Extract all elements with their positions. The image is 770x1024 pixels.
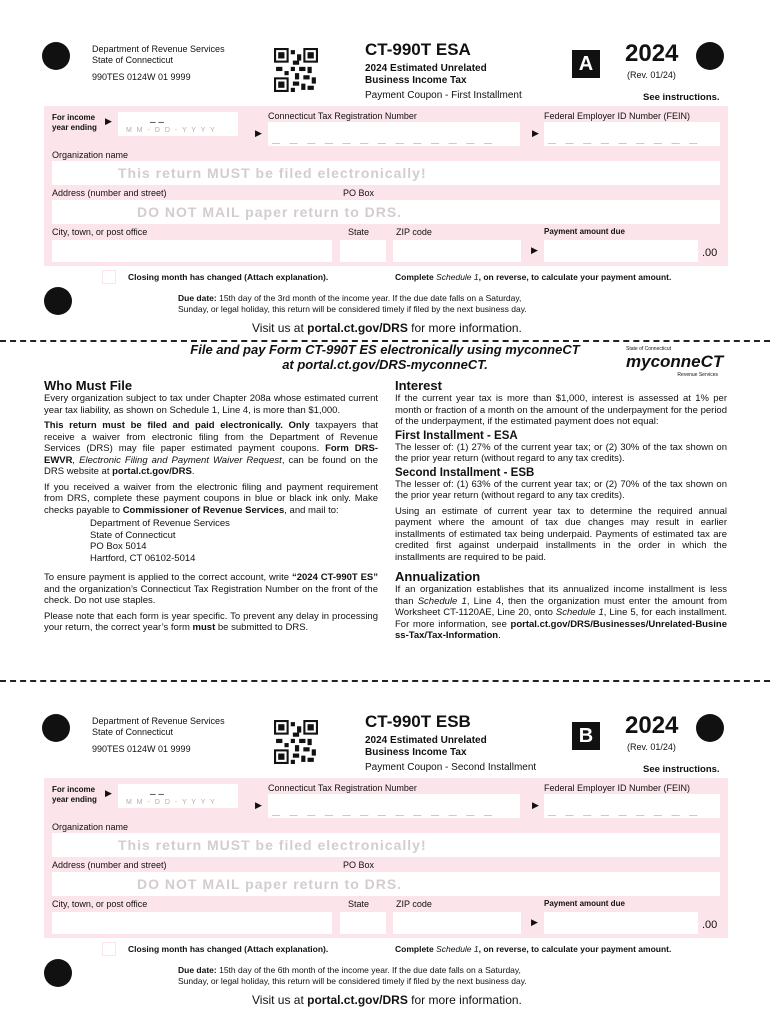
who-paragraph-1: Every organization subject to tax under Chapter 208a whose estimated current year tax liability, as shown on Schedule 1, Line 4, is more than $1,000. xyxy=(44,393,378,416)
addr-line4: Hartford, CT 06102-5014 xyxy=(90,552,196,564)
state-field[interactable] xyxy=(340,240,386,262)
second-installment-paragraph: The lesser of: (1) 63% of the current year tax; or (2) 70% of the tax shown on the prior year return (without regard to any tax credits). xyxy=(395,478,727,501)
address-label: Address (number and street) xyxy=(52,188,167,198)
ct-reg-label: Connecticut Tax Registration Number xyxy=(268,111,417,121)
annual-s1: Schedule 1 xyxy=(417,595,467,607)
due-date-text xyxy=(178,293,527,315)
addr-line1: Department of Revenue Services xyxy=(90,518,230,529)
agency-state: State of Connecticut xyxy=(92,55,174,65)
visit-suffix: for more information. xyxy=(407,993,522,1007)
watermark-efile: This return MUST be filed electronically! xyxy=(118,837,427,853)
first-installment-heading: First Installment - ESA xyxy=(395,429,518,442)
income-year-label-line1: For income xyxy=(52,785,96,794)
who-p3-text: If you received a waiver from the electronic filing and payment requirement from DRS, complete these payment coupons in blue or black ink only. Make checks payable to xyxy=(44,481,378,516)
income-year-ending-field[interactable] xyxy=(118,784,238,808)
cents-label: .00 xyxy=(702,919,718,931)
closing-month-checkbox[interactable] xyxy=(102,270,116,284)
ct-reg-label: Connecticut Tax Registration Number xyxy=(268,783,417,793)
watermark-efile: This return MUST be filed electronically! xyxy=(118,165,427,181)
city-field[interactable] xyxy=(52,240,332,262)
interest-paragraph: If the current year tax is more than $1,000, interest is assessed at 1% per month or fraction of a month on the amount of the underpayment for the period of the underpayment, if the estimated payment does not equal: xyxy=(395,393,727,427)
who-must-file-column xyxy=(44,378,378,634)
arrow-right-icon: ▶ xyxy=(105,116,112,126)
estimate-paragraph: Using an estimate of current year tax to determine the required annual payment where the amount of tax due changes may result in earlier installments of estimated tax being underpaid. Payments of estimated tax are credited first against underpaid installments in the order in which the installments are required to be paid. xyxy=(395,505,727,563)
income-year-label-line2: year ending xyxy=(52,123,97,132)
agency-name: Department of Revenue Services xyxy=(92,44,225,54)
due-date-line1: 15th day of the 6th month of the income year. If the due date falls on a Saturday, xyxy=(216,965,521,975)
coupon-first-installment xyxy=(0,0,770,335)
annual-link[interactable]: portal.ct.gov/DRS/Businesses/Unrelated-Business-Tax/Tax-Information xyxy=(395,618,727,641)
who-p4-text: To ensure payment is applied to the correct account, write xyxy=(44,572,292,583)
who-p2-bold: This return must be filed and paid electronically. Only xyxy=(44,420,310,431)
fein-field[interactable]: _ _ _ _ _ _ _ _ _ xyxy=(544,794,720,818)
income-year-label-line2: year ending xyxy=(52,795,97,804)
form-title: CT-990T ESB xyxy=(365,712,471,731)
closing-month-label: Closing month has changed (Attach explanation). xyxy=(128,272,329,282)
form-code: 990TES 0124W 01 9999 xyxy=(92,72,191,82)
state-label: State xyxy=(348,899,370,909)
cents-label: .00 xyxy=(702,247,718,259)
agency-block xyxy=(92,44,225,66)
who-p3-end: , and mail to: xyxy=(284,504,339,516)
logo-caption: Revenue Services xyxy=(677,372,718,378)
date-separators: – – xyxy=(150,117,164,128)
visit-prefix: Visit us at xyxy=(252,321,308,335)
date-format-hint: M M - D D - Y Y Y Y xyxy=(126,127,217,134)
arrow-right-icon: ▶ xyxy=(105,788,112,798)
see-instructions: See instructions. xyxy=(643,92,720,103)
arrow-right-icon: ▶ xyxy=(531,245,538,255)
state-label: State xyxy=(348,227,370,237)
arrow-right-icon: ▶ xyxy=(532,128,539,138)
installment-label: Payment Coupon - First Installment xyxy=(365,90,522,101)
visit-prefix: Visit us at xyxy=(252,993,308,1007)
myconnect-logo xyxy=(626,346,730,378)
who-paragraph-2: This return must be filed and paid electronically. Only taxpayers that receive a waiver from electronic filing from the Department of Revenue Services (DRS) may file paper estimated payment coupons. Form DRS-EWVR, Electronic Filing and Payment Waiver Request, can be found on the DRS website at portal.ct.gov/DRS. xyxy=(44,420,378,477)
see-instructions: See instructions. xyxy=(643,764,720,775)
logo-text: myconneCT xyxy=(626,352,724,371)
annual-p3: , Line 5, for each installment. For more information, see xyxy=(395,607,727,630)
efile-headline-line2: at portal.ct.gov/DRS-myconneCT. xyxy=(282,357,488,372)
complete-suffix: , on reverse, to calculate your payment amount. xyxy=(478,272,672,282)
zip-field[interactable] xyxy=(393,912,521,934)
arrow-right-icon: ▶ xyxy=(255,800,262,810)
coupon-letter: B xyxy=(572,722,600,750)
interest-column xyxy=(395,378,727,642)
complete-schedule: Schedule 1 xyxy=(436,272,479,282)
agency-name: Department of Revenue Services xyxy=(92,716,225,726)
registration-mark xyxy=(44,287,72,315)
visit-suffix: for more information. xyxy=(407,321,522,335)
who-p2-italic: , Electronic Filing and Payment Waiver Request xyxy=(72,454,282,466)
coupon-letter: A xyxy=(572,50,600,78)
complete-prefix: Complete xyxy=(395,944,437,954)
arrow-right-icon: ▶ xyxy=(255,128,262,138)
revision-date: (Rev. 01/24) xyxy=(627,742,676,752)
mailing-address xyxy=(90,518,378,564)
annualization-paragraph xyxy=(395,584,727,642)
complete-suffix: , on reverse, to calculate your payment amount. xyxy=(478,944,672,954)
due-date-bold: Due date: xyxy=(178,293,217,303)
po-box-label: PO Box xyxy=(343,188,375,198)
city-label: City, town, or post office xyxy=(52,227,148,237)
coupon-second-installment xyxy=(0,672,770,1007)
qr-code-icon xyxy=(274,720,318,764)
efile-headline-line1: File and pay Form CT-990T ES electronically using myconneCT xyxy=(190,342,580,357)
city-field[interactable] xyxy=(52,912,332,934)
agency-state: State of Connecticut xyxy=(92,727,174,737)
who-paragraph-5 xyxy=(44,611,378,634)
registration-mark xyxy=(44,959,72,987)
addr-line3: PO Box 5014 xyxy=(90,541,147,552)
who-must-file-heading: Who Must File xyxy=(44,378,133,393)
revision-date: (Rev. 01/24) xyxy=(627,70,676,80)
annual-s2: Schedule 1 xyxy=(555,607,604,618)
registration-mark xyxy=(696,42,724,70)
complete-prefix: Complete xyxy=(395,272,437,282)
qr-code-icon xyxy=(274,48,318,92)
due-date-text xyxy=(178,965,527,987)
org-name-label: Organization name xyxy=(52,822,129,832)
po-box-label: PO Box xyxy=(343,860,375,870)
subtitle-line1: 2024 Estimated Unrelated xyxy=(365,63,487,74)
interest-heading: Interest xyxy=(395,378,442,393)
who-p2-form: Form DRS-EWVR xyxy=(44,443,378,466)
date-format-hint: M M - D D - Y Y Y Y xyxy=(126,799,217,806)
complete-schedule: Schedule 1 xyxy=(436,944,479,954)
closing-month-label: Closing month has changed (Attach explanation). xyxy=(128,944,329,954)
zip-field[interactable] xyxy=(393,240,521,262)
watermark-do-not-mail: DO NOT MAIL paper return to DRS. xyxy=(137,876,403,892)
form-subtitle xyxy=(365,63,487,87)
form-subtitle xyxy=(365,735,487,759)
installment-label: Payment Coupon - Second Installment xyxy=(365,762,537,773)
city-label: City, town, or post office xyxy=(52,899,148,909)
due-date-line2: Sunday, or legal holiday, this return will be considered timely if filed by the next business day. xyxy=(178,976,527,986)
state-field[interactable] xyxy=(340,912,386,934)
due-date-line2: Sunday, or legal holiday, this return will be considered timely if filed by the next business day. xyxy=(178,304,527,314)
annual-p2: , Line 4, then the organization must enter the amount from Worksheet CT-1120AE, Line 20, onto xyxy=(395,595,727,618)
who-p5-bold: must xyxy=(192,622,216,633)
who-p2-end: , can be found on the DRS website at xyxy=(44,454,378,477)
subtitle-line1: 2024 Estimated Unrelated xyxy=(365,735,487,746)
subtitle-line2: Business Income Tax xyxy=(365,747,467,758)
org-name-label: Organization name xyxy=(52,150,129,160)
tax-year: 2024 xyxy=(625,40,679,67)
ct-reg-number-field[interactable]: _ _ _ _ _ _ _ _ _ _ _ _ _ xyxy=(268,122,520,146)
who-p5-end: be submitted to DRS. xyxy=(215,622,309,633)
complete-schedule-note xyxy=(395,272,671,282)
who-p5-text: Please note that each form is year specific. To prevent any delay in processing your return, the correct year’s form xyxy=(44,610,378,633)
annual-p1: If an organization establishes that its annualized income installment is less than xyxy=(395,584,727,607)
zip-label: ZIP code xyxy=(396,227,432,237)
income-year-label xyxy=(52,113,97,133)
income-year-ending-field[interactable] xyxy=(118,112,238,136)
zip-label: ZIP code xyxy=(396,899,432,909)
watermark-do-not-mail: DO NOT MAIL paper return to DRS. xyxy=(137,204,403,220)
fein-label: Federal Employer ID Number (FEIN) xyxy=(544,783,691,793)
who-paragraph-4 xyxy=(44,572,378,607)
visit-link[interactable]: portal.ct.gov/DRS xyxy=(307,321,408,335)
ct-reg-number-field[interactable]: _ _ _ _ _ _ _ _ _ _ _ _ _ xyxy=(268,794,520,818)
who-p4-end: and the organization’s Connecticut Tax Registration Number on the front of the check. Do not use staples. xyxy=(44,583,378,606)
payment-label: Payment amount due xyxy=(544,227,625,236)
tax-year: 2024 xyxy=(625,712,679,739)
address-label: Address (number and street) xyxy=(52,860,167,870)
subtitle-line2: Business Income Tax xyxy=(365,75,467,86)
arrow-right-icon: ▶ xyxy=(532,800,539,810)
annual-end: . xyxy=(498,630,501,641)
closing-month-checkbox[interactable] xyxy=(102,942,116,956)
payment-amount-field[interactable] xyxy=(544,240,698,262)
due-date-bold: Due date: xyxy=(178,965,217,975)
form-title: CT-990T ESA xyxy=(365,40,471,59)
who-p3-bold: Commissioner of Revenue Services xyxy=(122,504,285,516)
registration-mark xyxy=(696,714,724,742)
complete-schedule-note xyxy=(395,944,671,954)
date-separators: – – xyxy=(150,789,164,800)
visit-text xyxy=(252,993,522,1007)
due-date-line1: 15th day of the 3rd month of the income year. If the due date falls on a Saturday, xyxy=(216,293,522,303)
payment-amount-field[interactable] xyxy=(544,912,698,934)
who-p2-link[interactable]: portal.ct.gov/DRS xyxy=(112,466,192,477)
visit-text xyxy=(252,321,522,335)
registration-mark xyxy=(42,714,70,742)
instructions-section xyxy=(0,340,770,670)
addr-line2: State of Connecticut xyxy=(90,529,176,541)
form-code: 990TES 0124W 01 9999 xyxy=(92,744,191,754)
income-year-label xyxy=(52,785,97,805)
visit-link[interactable]: portal.ct.gov/DRS xyxy=(307,993,408,1007)
who-p4-bold: “2024 CT-990T ES” xyxy=(291,572,378,583)
efile-headline xyxy=(150,342,620,372)
agency-block xyxy=(92,716,225,738)
fein-field[interactable]: _ _ _ _ _ _ _ _ _ xyxy=(544,122,720,146)
arrow-right-icon: ▶ xyxy=(531,917,538,927)
income-year-label-line1: For income xyxy=(52,113,96,122)
who-p2-text: taxpayers that receive a waiver from electronic filing from the Department of Revenue Services (DRS) may file paper estimated payment coupons. xyxy=(44,420,378,454)
fein-label: Federal Employer ID Number (FEIN) xyxy=(544,111,691,121)
who-paragraph-3 xyxy=(44,482,378,517)
registration-mark xyxy=(42,42,70,70)
first-installment-paragraph: The lesser of: (1) 27% of the current year tax; or (2) 30% of the tax shown on the prior year return (without regard to any tax credits). xyxy=(395,441,727,464)
annualization-heading: Annualization xyxy=(395,569,481,584)
second-installment-heading: Second Installment - ESB xyxy=(395,466,535,479)
logo-small-text: State of Connecticut xyxy=(626,346,672,352)
payment-label: Payment amount due xyxy=(544,899,625,908)
